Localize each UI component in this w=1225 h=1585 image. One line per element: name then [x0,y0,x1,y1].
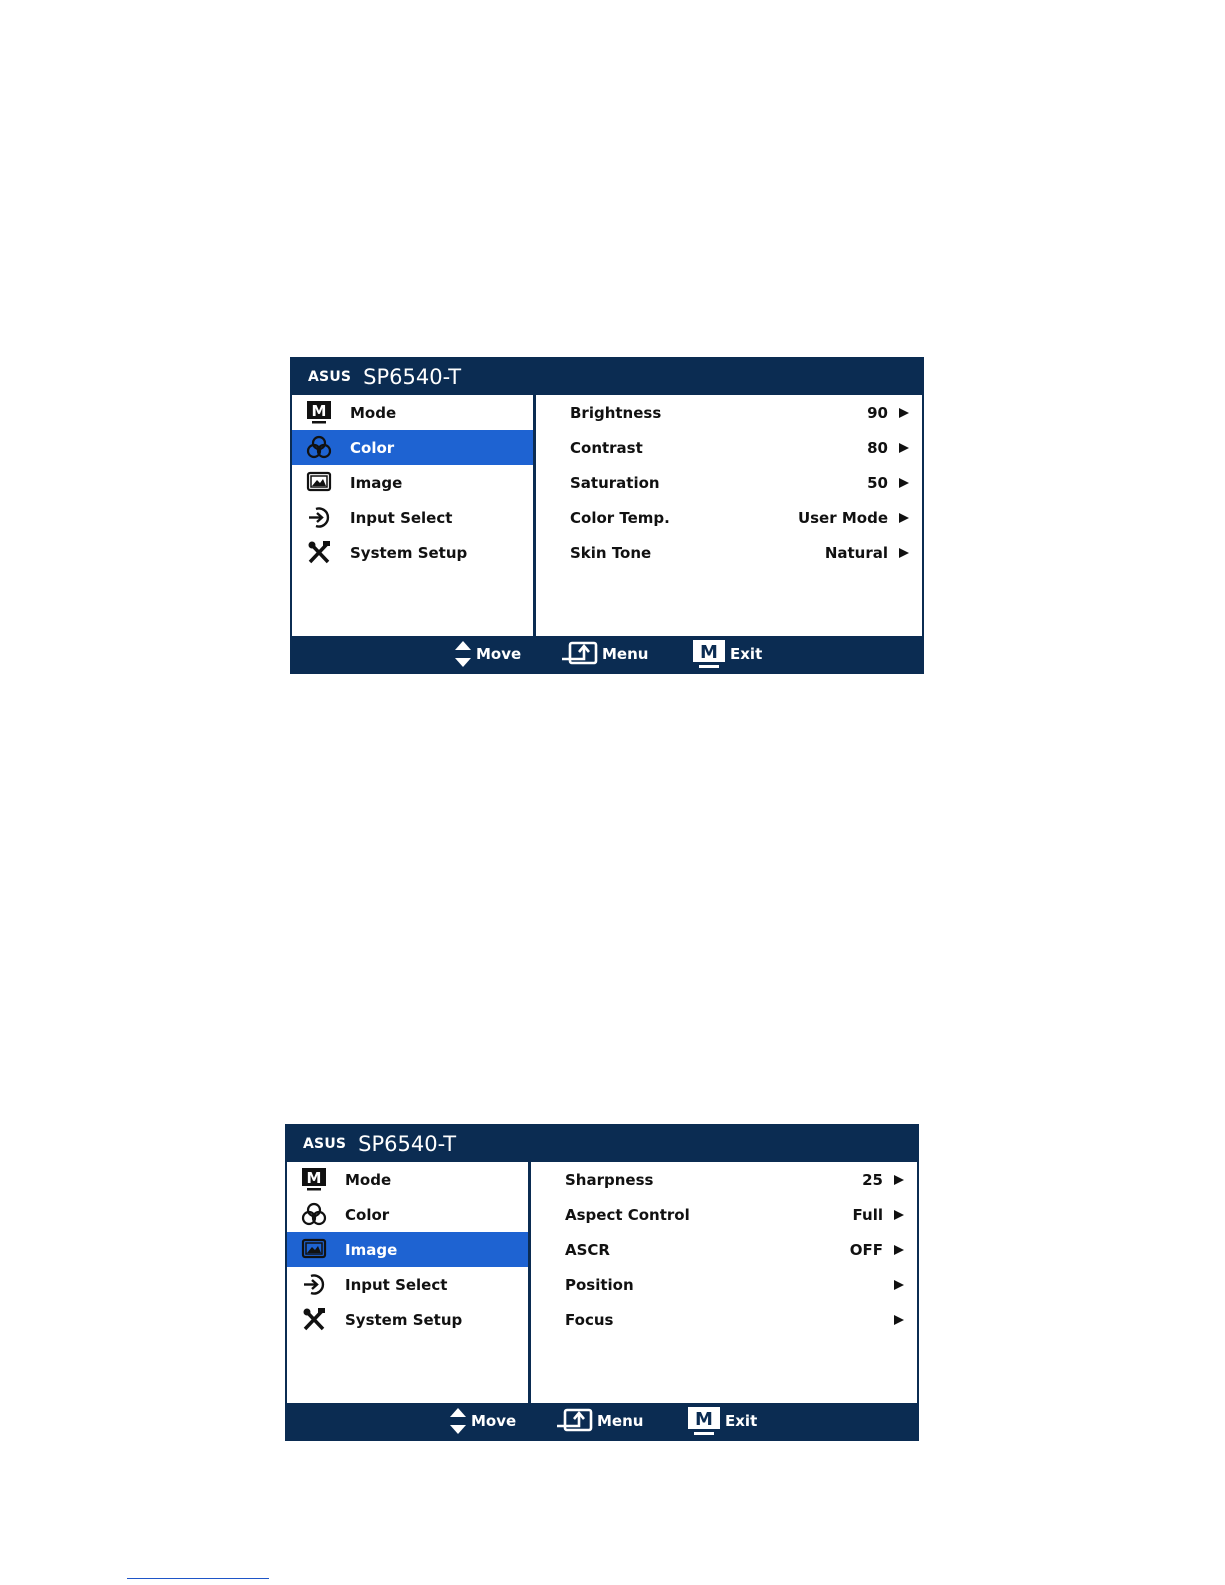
menu-item-system-setup[interactable] [292,535,533,570]
setting-label: Contrast [570,438,643,457]
setting-label: ASCR [565,1240,610,1259]
menu-item-input-select[interactable] [292,500,533,535]
setting-saturation[interactable] [536,465,922,500]
hint-exit [687,1403,757,1439]
menu-item-label: Color [345,1205,390,1224]
hint-move [454,636,521,672]
brand-logo: ASUS [303,1136,347,1152]
setting-value: 90 [867,403,888,422]
setting-color-temp[interactable] [536,500,922,535]
setting-value: User Mode [797,508,888,527]
hint-move-label: Move [476,645,522,663]
svg-text:M: M [695,1409,713,1430]
setting-label: Sharpness [565,1170,654,1189]
osd-footer [287,1403,917,1439]
menu-item-label: System Setup [345,1310,463,1329]
arrow-right-icon [893,1209,905,1221]
hint-exit-label: Exit [730,645,763,663]
setting-skin-tone[interactable] [536,535,922,570]
setting-value: Full [852,1205,883,1224]
hint-menu-label: Menu [602,645,649,663]
main-menu [287,1162,531,1405]
system-setup-icon [306,540,332,565]
menu-item-mode[interactable] [287,1162,528,1197]
setting-value: 25 [862,1170,883,1189]
menu-item-image[interactable] [287,1232,528,1267]
setting-brightness[interactable] [536,395,922,430]
menu-item-label: Image [345,1240,398,1259]
arrow-right-icon [898,547,910,559]
enter-icon [560,641,598,667]
hint-menu [560,636,648,672]
menu-item-label: Mode [345,1170,392,1189]
menu-item-label: Input Select [350,508,453,527]
setting-aspect-control[interactable] [531,1197,917,1232]
setting-label: Color Temp. [570,508,670,527]
svg-text:M: M [700,642,718,663]
setting-label: Skin Tone [570,543,652,562]
osd-menu-image [285,1124,919,1441]
setting-label: Brightness [570,403,662,422]
setting-label: Focus [565,1310,614,1329]
setting-value: 80 [867,438,888,457]
mode-icon [306,400,332,425]
osd-header [292,359,922,395]
menu-item-label: System Setup [350,543,468,562]
menu-item-label: Color [350,438,395,457]
arrow-right-icon [898,512,910,524]
arrow-right-icon [898,442,910,454]
arrow-right-icon [893,1244,905,1256]
svg-text:M: M [306,1169,322,1187]
input-select-icon [306,505,332,530]
hint-exit-label: Exit [725,1412,758,1430]
arrow-right-icon [893,1314,905,1326]
settings-panel [531,1162,917,1405]
setting-position[interactable] [531,1267,917,1302]
menu-item-mode[interactable] [292,395,533,430]
setting-sharpness[interactable] [531,1162,917,1197]
mode-icon [301,1167,327,1192]
menu-item-label: Mode [350,403,397,422]
color-icon [306,435,332,460]
setting-label: Position [565,1275,634,1294]
m-key-icon [692,638,726,670]
hint-move [449,1403,516,1439]
input-select-icon [301,1272,327,1297]
menu-item-input-select[interactable] [287,1267,528,1302]
hint-menu [555,1403,643,1439]
menu-item-label: Image [350,473,403,492]
arrow-right-icon [893,1279,905,1291]
setting-ascr[interactable] [531,1232,917,1267]
hint-menu-label: Menu [597,1412,644,1430]
menu-item-color[interactable] [287,1197,528,1232]
arrow-right-icon [893,1174,905,1186]
brand-logo: ASUS [308,369,352,385]
color-icon [301,1202,327,1227]
menu-item-label: Input Select [345,1275,448,1294]
menu-item-system-setup[interactable] [287,1302,528,1337]
osd-header [287,1126,917,1162]
setting-value: Natural [824,543,888,562]
up-down-arrow-icon [454,640,472,668]
settings-panel [536,395,922,638]
hint-exit [692,636,762,672]
model-name: SP6540-T [363,365,462,389]
model-name: SP6540-T [358,1132,457,1156]
system-setup-icon [301,1307,327,1332]
bottom-underline [127,1578,269,1579]
setting-label: Saturation [570,473,660,492]
hint-move-label: Move [471,1412,517,1430]
enter-icon [555,1408,593,1434]
menu-item-color[interactable] [292,430,533,465]
menu-item-image[interactable] [292,465,533,500]
up-down-arrow-icon [449,1407,467,1435]
image-icon [301,1237,327,1262]
osd-footer [292,636,922,672]
setting-value: 50 [867,473,888,492]
setting-focus[interactable] [531,1302,917,1337]
m-key-icon [687,1405,721,1437]
setting-label: Aspect Control [565,1205,690,1224]
arrow-right-icon [898,407,910,419]
main-menu [292,395,536,638]
arrow-right-icon [898,477,910,489]
setting-value: OFF [849,1240,883,1259]
setting-contrast[interactable] [536,430,922,465]
svg-text:M: M [311,402,327,420]
osd-menu-color [290,357,924,674]
image-icon [306,470,332,495]
